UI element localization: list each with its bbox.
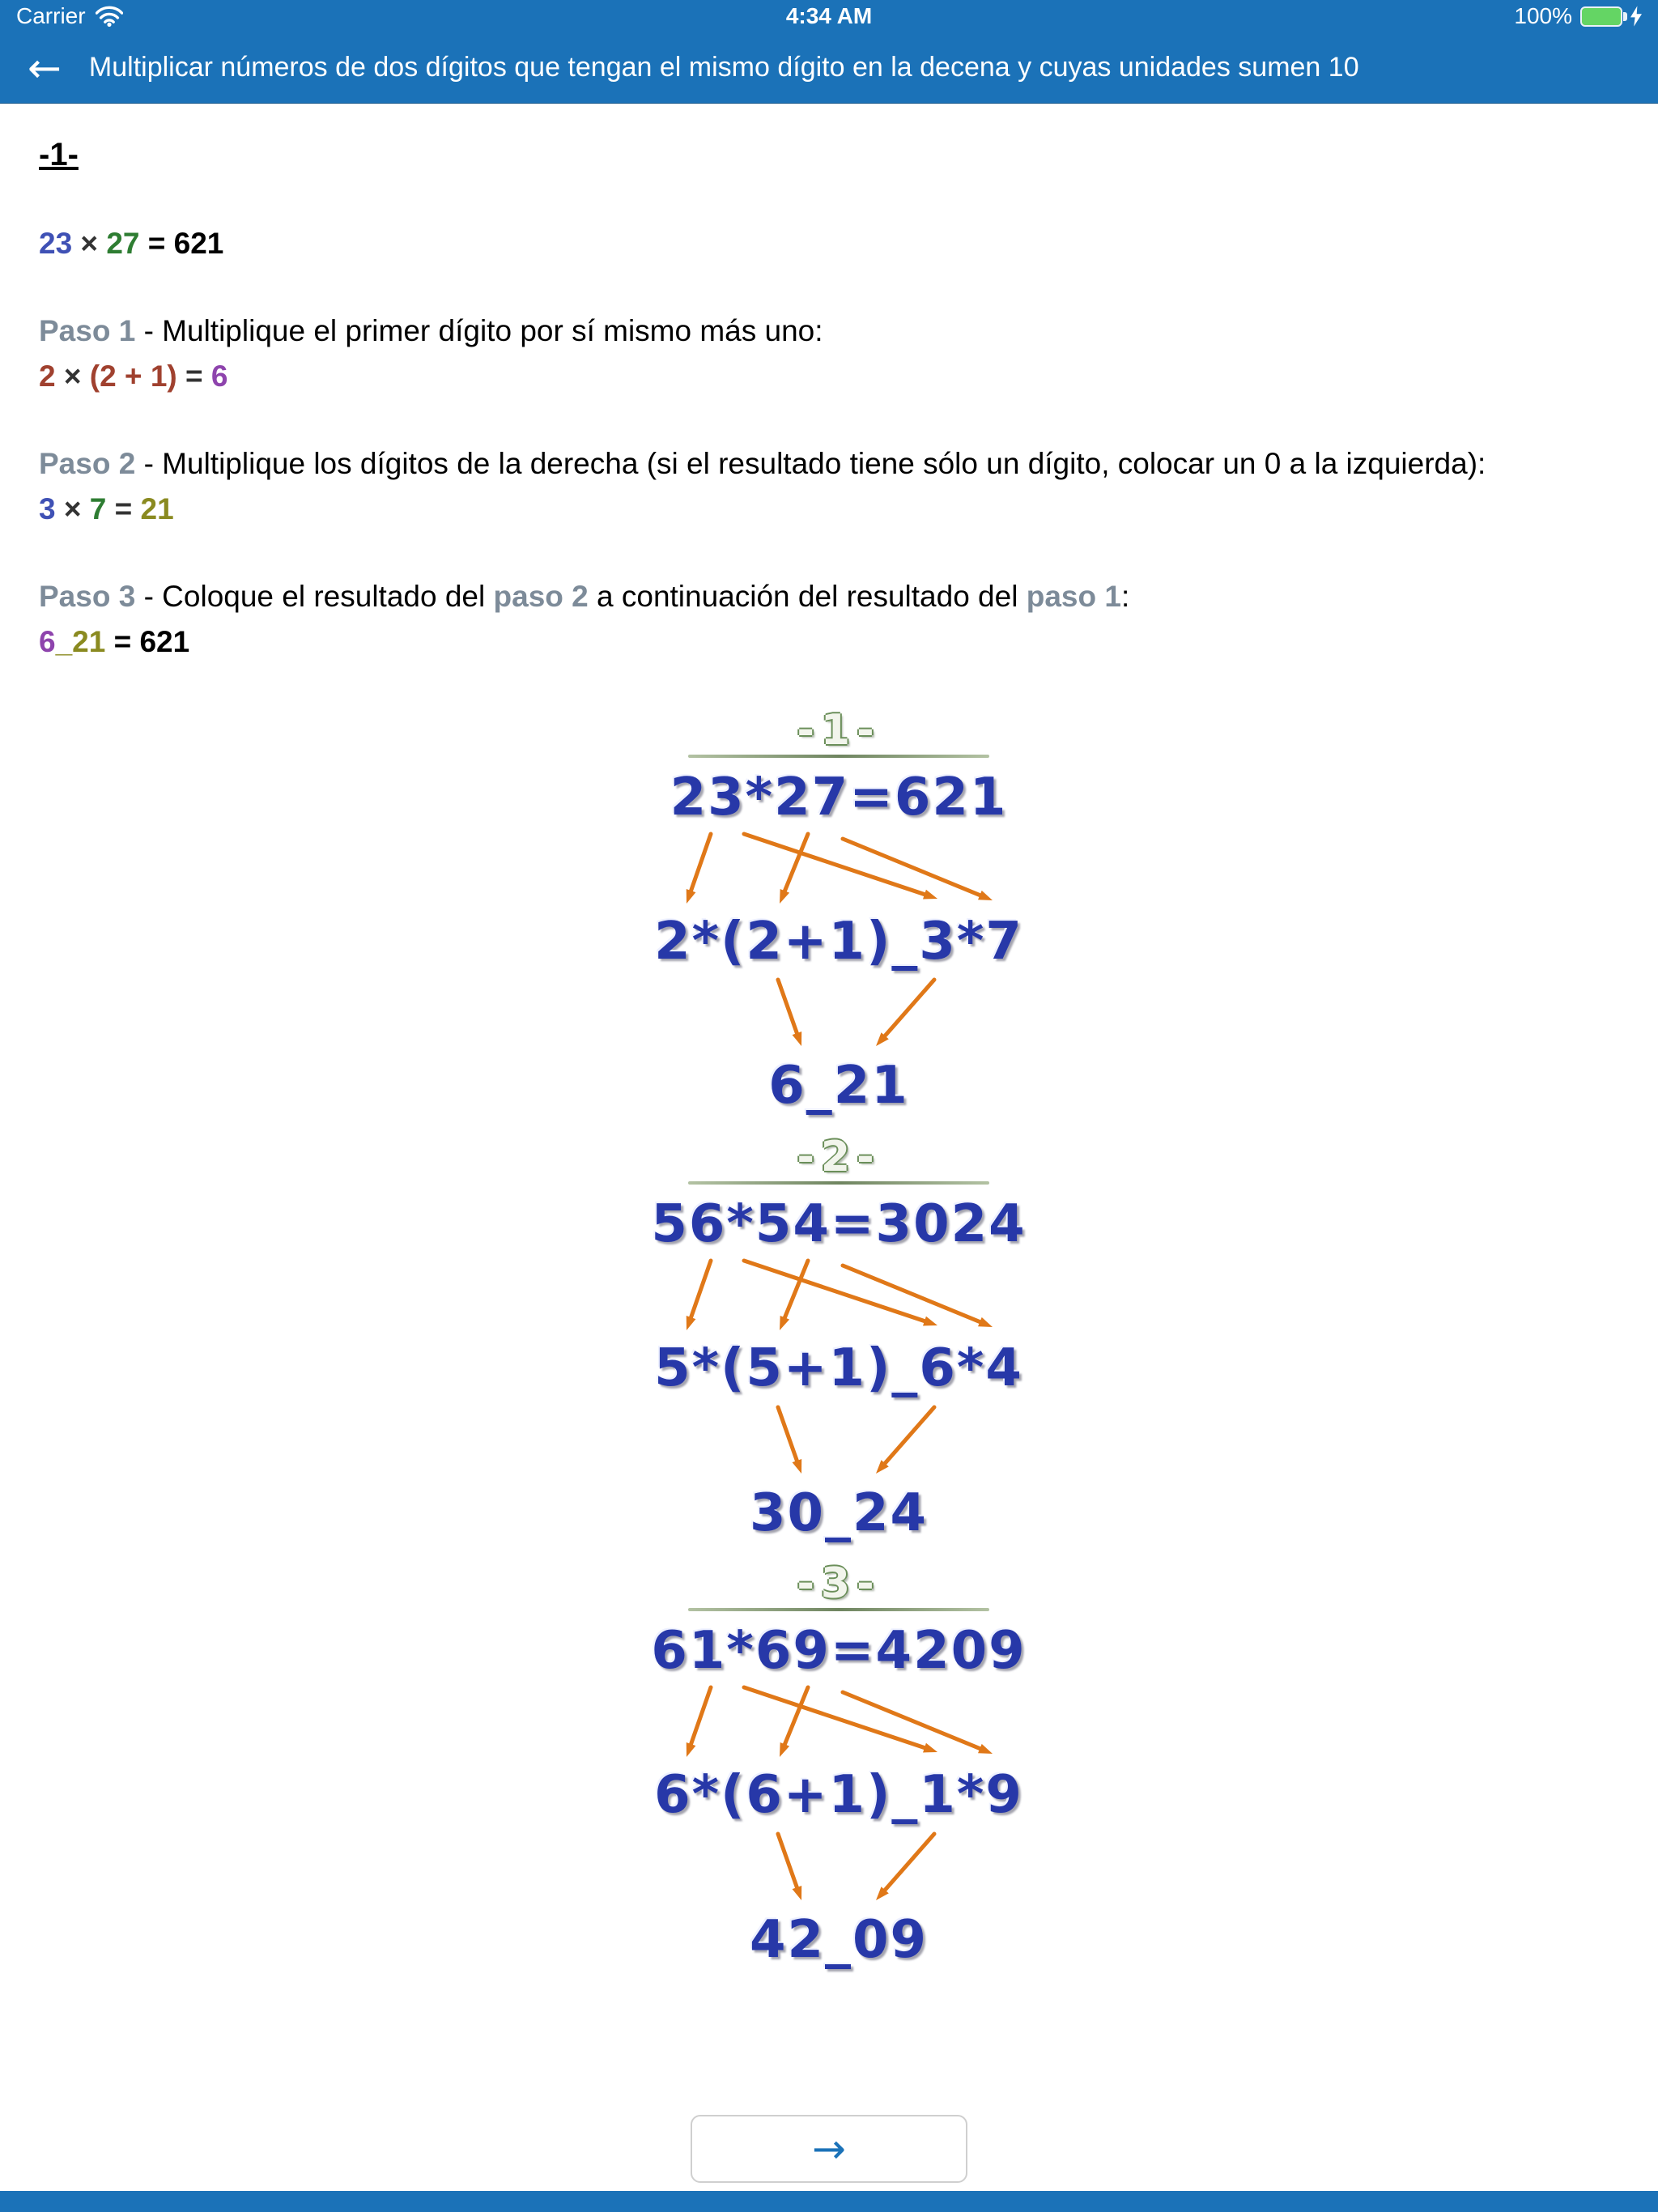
step-1-block xyxy=(39,311,1639,397)
diagram-example-3 xyxy=(588,1559,1090,1970)
diagram-3-equation: 61*69=4209 xyxy=(651,1620,1027,1681)
back-button[interactable] xyxy=(28,44,62,91)
bottom-bar xyxy=(0,2191,1658,2212)
step-1-formula: 2 × (2 + 1) = 6 xyxy=(39,359,228,393)
diagram-area xyxy=(39,705,1639,1970)
diagram-2-combine-arrows-icon xyxy=(588,1399,1090,1483)
diagram-2-underline xyxy=(688,1181,989,1185)
diagram-2-equation: 56*54=3024 xyxy=(651,1193,1027,1254)
diagram-1-combine-arrows-icon xyxy=(588,972,1090,1056)
step-3-block xyxy=(39,576,1639,662)
step-3-instruction: Paso 3 - Coloque el resultado del paso 2 a continuación del resultado del paso 1: xyxy=(39,579,1130,613)
back-arrow-icon: ← xyxy=(28,44,62,91)
carrier-label: Carrier xyxy=(16,3,86,28)
step-2-block xyxy=(39,444,1639,530)
battery-icon xyxy=(1580,6,1622,27)
diagram-3-underline xyxy=(688,1608,989,1611)
lesson-content xyxy=(0,104,1658,1989)
diagram-1-title: -1- xyxy=(797,705,881,755)
diagram-2-mapping-arrows-icon xyxy=(588,1254,1090,1338)
status-bar xyxy=(0,0,1658,32)
step-2-formula: 3 × 7 = 21 xyxy=(39,491,174,525)
diagram-2-title: -2- xyxy=(797,1132,881,1181)
clock: 4:34 AM xyxy=(785,3,873,28)
diagram-3-mapping-arrows-icon xyxy=(588,1681,1090,1765)
battery-percent: 100% xyxy=(1514,3,1572,28)
example-formula: 23 × 27 = 621 xyxy=(39,227,224,260)
diagram-1-expansion: 2*(2+1)_3*7 xyxy=(654,911,1023,972)
step-3-formula: 6_21 = 621 xyxy=(39,624,190,658)
diagram-3-title: -3- xyxy=(797,1559,881,1608)
charging-bolt-icon xyxy=(1630,6,1642,27)
diagram-1-mapping-arrows-icon xyxy=(588,827,1090,912)
nav-bar xyxy=(0,32,1658,104)
diagram-2-result: 30_24 xyxy=(749,1482,929,1543)
diagram-2-expansion: 5*(5+1)_6*4 xyxy=(654,1338,1023,1399)
diagram-1-underline xyxy=(688,755,989,758)
section-heading: -1- xyxy=(39,137,79,172)
diagram-3-combine-arrows-icon xyxy=(588,1826,1090,1910)
step-1-instruction: Paso 1 - Multiplique el primer dígito por sí mismo más uno: xyxy=(39,313,823,347)
diagram-example-2 xyxy=(588,1132,1090,1543)
diagram-1-equation: 23*27=621 xyxy=(670,767,1008,827)
next-arrow-icon: → xyxy=(812,2125,846,2172)
page-title: Multiplicar números de dos dígitos que tengan el mismo dígito en la decena y cuyas unidades sumen 10 xyxy=(88,52,1359,83)
diagram-1-result: 6_21 xyxy=(768,1056,909,1117)
wifi-icon xyxy=(96,6,123,27)
diagram-example-1 xyxy=(588,705,1090,1117)
next-page-button[interactable] xyxy=(691,2115,967,2183)
step-2-instruction: Paso 2 - Multiplique los dígitos de la derecha (si el resultado tiene sólo un dígito, colocar un 0 a la izquierda): xyxy=(39,446,1486,480)
diagram-3-expansion: 6*(6+1)_1*9 xyxy=(654,1765,1023,1826)
diagram-3-result: 42_09 xyxy=(749,1909,929,1970)
